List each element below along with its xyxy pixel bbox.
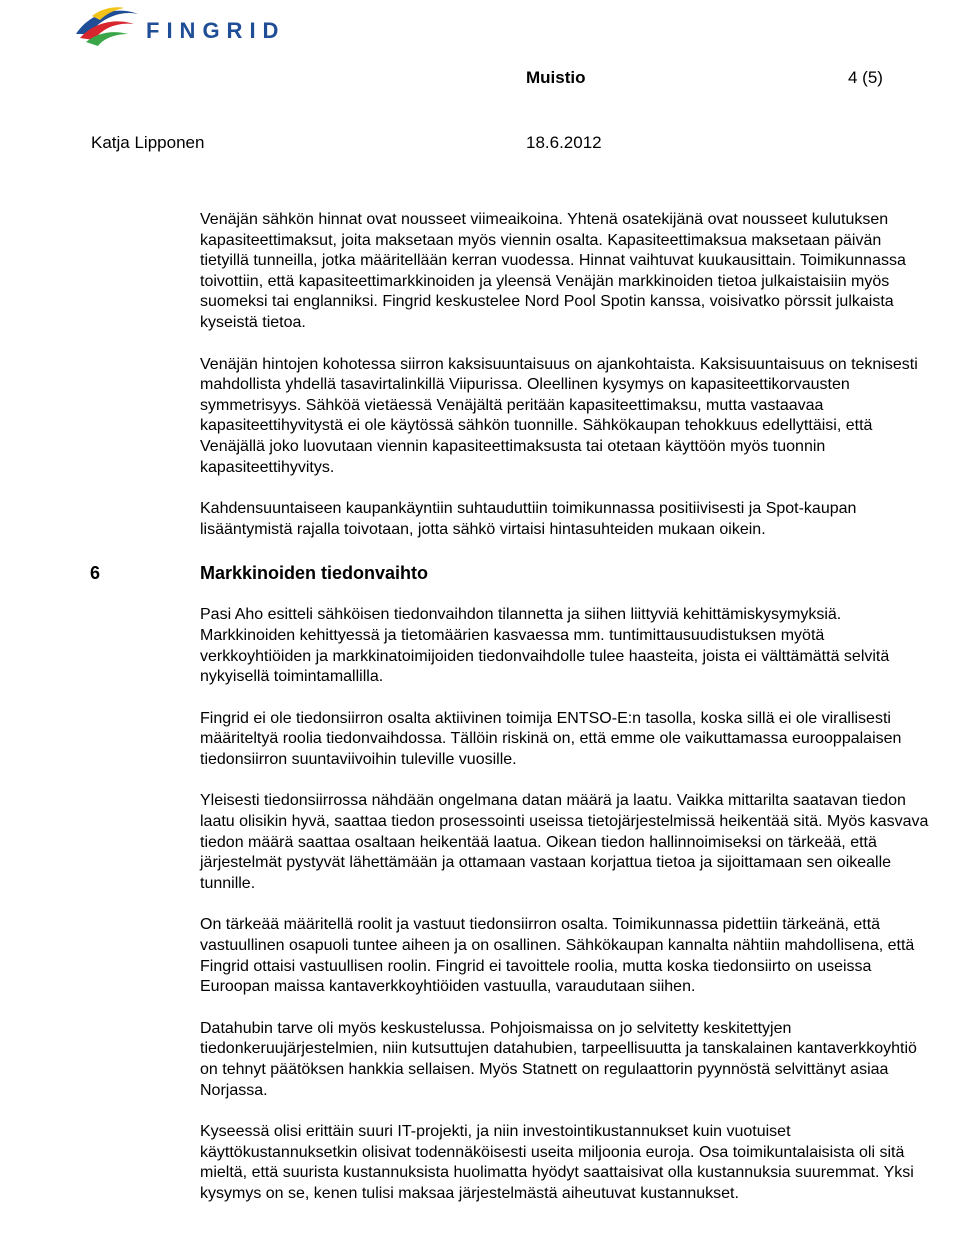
author: Katja Lipponen (91, 133, 205, 152)
section-title: Markkinoiden tiedonvaihto (200, 563, 429, 584)
paragraph: Kyseessä olisi erittäin suuri IT-projekti, ja niin investointikustannukset kuin vuotuiset käyttökustannuksetkin olisivat todennäköisesti useita miljoonia euroja. Osa toimikuntalaisista oli sitä mieltä, että suurista kustannuksista huolimatta hyödyt saattaisivat olla kustannuksia suuremmat. Yksi kysymys on se, kenen tulisi maksaa järjestelmästä aiheutuvat kustannukset. (200, 1123, 914, 1202)
paragraph: Venäjän hintojen kohotessa siirron kaksisuuntaisuus on ajankohtaista. Kaksisuuntaisuus on teknisesti mahdollista yhdellä tasavirtalinkillä Viipurissa. Oleellinen kysymys on kapasiteettikorvausten symmetrisyys. Sähköä vietäessä Venäjältä peritään kapasiteettimaksu, mutta vastaavaa kapasiteettihyvitystä ei ole käytössä sähkön tuonnille. Sähkökaupan tehokkuus edellyttäisi, että Venäjällä joko luovutaan viennin kapasiteettimaksusta tai otetaan käyttöön myös tuonnin kapasiteettihyvitys. (200, 355, 918, 476)
section-number: 6 (90, 563, 101, 584)
paragraph: Kahdensuuntaiseen kaupankäyntiin suhtauduttiin toimikunnassa positiivisesti ja Spot-kaupan lisääntymistä rajalla toivotaan, jotta sähkö virtaisi hintasuhteiden mukaan oikein. (200, 500, 857, 538)
document-date: 18.6.2012 (526, 133, 602, 152)
paragraph: Yleisesti tiedonsiirrossa nähdään ongelmana datan määrä ja laatu. Vaikka mittarilta saatavan tiedon laatu olisikin hyvä, saattaa tiedon prosessointi useissa tietojärjestelmissä heikentää sitä. Myös kasvava tiedon määrä saattaa osaltaan heikentää laatua. Oikean tiedon hallinnoimiseksi on tärkeää, että järjestelmät pystyvät lähettämään ja ottamaan vastaan korjattua tietoa ja sijoittamaan sen oikealle tunnille. (200, 792, 929, 892)
page-number: 4 (5) (848, 68, 883, 87)
paragraph: Fingrid ei ole tiedonsiirron osalta aktiivinen toimija ENTSO-E:n tasolla, koska sillä ei ole virallisesti määriteltyä roolia tiedonvaihdossa. Tällöin riskinä on, että emme ole vaikuttamassa eurooppalaisen tiedonsiirron suuntaviivoihin tuleville vuosille. (200, 709, 902, 768)
fingrid-logo-icon (72, 4, 142, 48)
logo-text: FINGRID (146, 18, 286, 43)
document-type: Muistio (526, 68, 586, 87)
paragraph: Pasi Aho esitteli sähköisen tiedonvaihdon tilannetta ja siihen liittyviä kehittämiskysymyksiä. Markkinoiden kehittyessä ja tietomäärien kasvaessa mm. tuntimittausuudistuksen myötä verkkoyhtiöiden ja markkinatoimijoiden tiedonvaihdolle tulee haasteita, joista ei välttämättä selvitä nykyisellä toimintamallilla. (200, 606, 890, 686)
paragraph: Venäjän sähkön hinnat ovat nousseet viimeaikoina. Yhtenä osatekijänä ovat nousseet kulutuksen kapasiteettimaksut, joita maksetaan myös viennin osalta. Kapasiteettimaksua maksetaan päivän tietyillä tunneilla, jotka määritellään kerran vuodessa. Hinnat vaihtuvat kuukausittain. Toimikunnassa toivottiin, että kapasiteettimarkkinoiden ja yleensä Venäjän markkinoiden tietoa julkaistaisiin myös suomeksi tai englanniksi. Fingrid keskustelee Nord Pool Spotin kanssa, voisivatko pörssit julkaista kyseistä tietoa. (200, 211, 906, 331)
company-logo (72, 4, 285, 48)
document-body (90, 210, 930, 1226)
paragraph: On tärkeää määritellä roolit ja vastuut tiedonsiirron osalta. Toimikunnassa pidettiin tärkeänä, että vastuullinen osapuoli tuntee aiheen ja on osallinen. Sähkökaupan kannalta nähtiin mahdollisena, että Fingrid ottaisi vastuullisen roolin. Fingrid ei tavoittele roolia, mutta koska tiedonsiirto on useissa Euroopan maissa kantaverkkoyhtiöiden vastuulla, varaudutaan siihen. (200, 916, 915, 996)
paragraph: Datahubin tarve oli myös keskustelussa. Pohjoismaissa on jo selvitetty keskitettyjen tiedonkeruujärjestelmien, niin kutsuttujen datahubien, tarpeellisuutta ja tanskalainen kantaverkkoyhtiö on tehnyt päätöksen hankkia sellaisen. Myös Statnett on regulaattorin pyynnöstä selvittänyt asiaa Norjassa. (200, 1019, 917, 1099)
section-heading (90, 561, 930, 585)
